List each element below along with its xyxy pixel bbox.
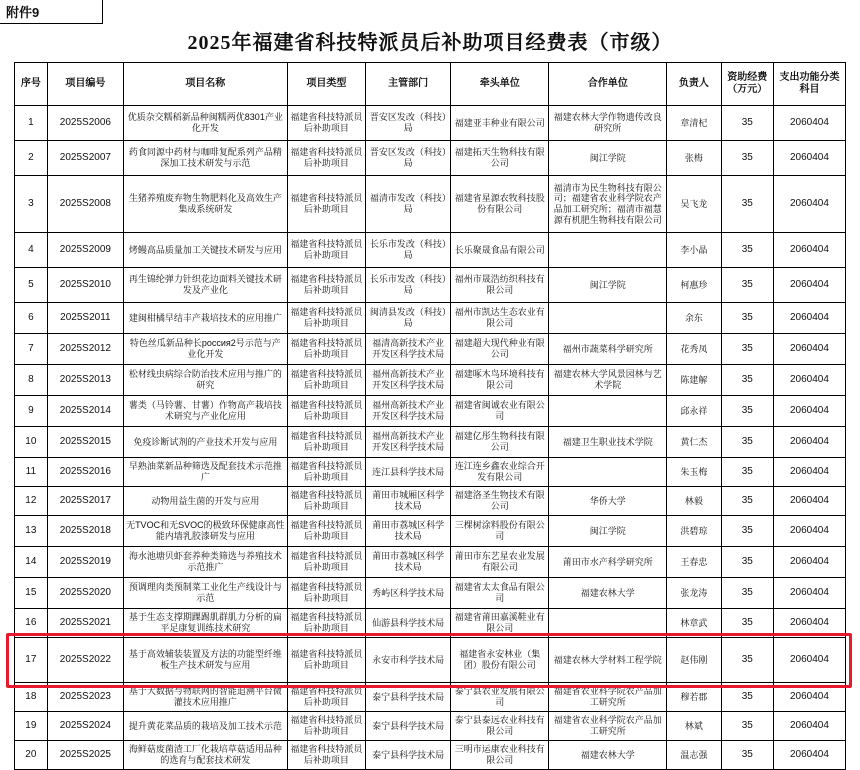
cell-person: 花秀凤	[667, 334, 722, 365]
cell-dept: 连江县科学技术局	[366, 458, 451, 487]
table-row	[15, 176, 846, 233]
cell-dept: 福清市发改（科技）局	[366, 176, 451, 233]
cell-person: 余东	[667, 303, 722, 334]
cell-name: 优质杂交糯稻新品种闽糯两优8301产业化开发	[124, 106, 288, 141]
cell-amount: 35	[721, 233, 773, 268]
cell-name: 再生锦纶弹力针织花边面料关键技术研发及产业化	[124, 268, 288, 303]
cell-name: 建闽柑橘早结丰产栽培技术的应用推广	[124, 303, 288, 334]
table-body	[15, 106, 846, 770]
col-header-lead: 牵头单位	[451, 63, 549, 106]
cell-person: 穆若郡	[667, 683, 722, 712]
cell-code: 2025S2016	[47, 458, 123, 487]
cell-code: 2025S2014	[47, 396, 123, 427]
cell-partner: 华侨大学	[549, 487, 667, 516]
cell-func: 2060404	[773, 578, 845, 609]
cell-dept: 福州高新技术产业开发区科学技术局	[366, 427, 451, 458]
cell-lead: 福建省莆田嘉溪鞋业有限公司	[451, 609, 549, 638]
table-row	[15, 334, 846, 365]
cell-partner: 闽江学院	[549, 141, 667, 176]
cell-type: 福建省科技特派员后补助项目	[287, 427, 366, 458]
cell-func: 2060404	[773, 334, 845, 365]
cell-lead: 福建亿彤生物科技有限公司	[451, 427, 549, 458]
cell-index: 6	[15, 303, 48, 334]
cell-index: 18	[15, 683, 48, 712]
cell-lead: 福建洛圣生物技术有限公司	[451, 487, 549, 516]
cell-type: 福建省科技特派员后补助项目	[287, 141, 366, 176]
cell-type: 福建省科技特派员后补助项目	[287, 268, 366, 303]
cell-func: 2060404	[773, 303, 845, 334]
cell-code: 2025S2020	[47, 578, 123, 609]
cell-code: 2025S2023	[47, 683, 123, 712]
table-row	[15, 578, 846, 609]
cell-func: 2060404	[773, 547, 845, 578]
cell-partner: 闽江学院	[549, 516, 667, 547]
cell-amount: 35	[721, 638, 773, 683]
cell-index: 12	[15, 487, 48, 516]
cell-name: 早熟油菜新品种筛选及配套技术示范推广	[124, 458, 288, 487]
cell-type: 福建省科技特派员后补助项目	[287, 547, 366, 578]
cell-func: 2060404	[773, 233, 845, 268]
cell-name: 特色丝瓜新品种长россия2号示范与产业化开发	[124, 334, 288, 365]
cell-code: 2025S2024	[47, 712, 123, 741]
cell-name: 基于大数据与物联网的智能追溯平台微灌技术应用推广	[124, 683, 288, 712]
cell-partner: 福建农林大学	[549, 578, 667, 609]
table-row	[15, 141, 846, 176]
cell-index: 7	[15, 334, 48, 365]
cell-code: 2025S2015	[47, 427, 123, 458]
cell-code: 2025S2012	[47, 334, 123, 365]
cell-code: 2025S2013	[47, 365, 123, 396]
cell-type: 福建省科技特派员后补助项目	[287, 638, 366, 683]
cell-dept: 莆田市荔城区科学技术局	[366, 516, 451, 547]
cell-partner: 福建农林大学作物遗传改良研究所	[549, 106, 667, 141]
cell-partner: 福建卫生职业技术学院	[549, 427, 667, 458]
cell-code: 2025S2021	[47, 609, 123, 638]
col-header-name: 项目名称	[124, 63, 288, 106]
cell-amount: 35	[721, 396, 773, 427]
cell-index: 10	[15, 427, 48, 458]
attachment-label: 附件9	[0, 0, 103, 24]
cell-partner	[549, 609, 667, 638]
cell-lead: 福建省太太食品有限公司	[451, 578, 549, 609]
cell-partner	[549, 458, 667, 487]
cell-person: 李小晶	[667, 233, 722, 268]
cell-amount: 35	[721, 487, 773, 516]
cell-person: 林章武	[667, 609, 722, 638]
cell-person: 林毅	[667, 487, 722, 516]
table-row	[15, 516, 846, 547]
cell-partner	[549, 233, 667, 268]
cell-name: 烤鳗高品质量加工关键技术研发与应用	[124, 233, 288, 268]
cell-dept: 仙游县科学技术局	[366, 609, 451, 638]
cell-type: 福建省科技特派员后补助项目	[287, 712, 366, 741]
cell-code: 2025S2010	[47, 268, 123, 303]
table-row	[15, 609, 846, 638]
cell-dept: 长乐市发改（科技）局	[366, 233, 451, 268]
col-header-code: 项目编号	[47, 63, 123, 106]
cell-partner: 福建农林大学材料工程学院	[549, 638, 667, 683]
cell-dept: 福清高新技术产业开发区科学技术局	[366, 334, 451, 365]
cell-code: 2025S2025	[47, 741, 123, 770]
cell-type: 福建省科技特派员后补助项目	[287, 458, 366, 487]
cell-partner: 福州市蔬菜科学研究所	[549, 334, 667, 365]
cell-type: 福建省科技特派员后补助项目	[287, 516, 366, 547]
table-row	[15, 365, 846, 396]
cell-lead: 福建省永安林业（集团）股份有限公司	[451, 638, 549, 683]
cell-person: 朱玉梅	[667, 458, 722, 487]
cell-lead: 福建省星源农牧科技股份有限公司	[451, 176, 549, 233]
cell-name: 药食同源中药材与咖啡复配系列产品精深加工技术研发与示范	[124, 141, 288, 176]
cell-name: 预调理肉类预制菜工业化生产线设计与示范	[124, 578, 288, 609]
cell-amount: 35	[721, 516, 773, 547]
cell-name: 生猪养殖废弃物生物肥料化及高效生产集成系统研发	[124, 176, 288, 233]
cell-amount: 35	[721, 141, 773, 176]
cell-amount: 35	[721, 303, 773, 334]
cell-func: 2060404	[773, 487, 845, 516]
cell-amount: 35	[721, 427, 773, 458]
cell-code: 2025S2006	[47, 106, 123, 141]
cell-amount: 35	[721, 458, 773, 487]
cell-index: 20	[15, 741, 48, 770]
cell-type: 福建省科技特派员后补助项目	[287, 578, 366, 609]
cell-code: 2025S2008	[47, 176, 123, 233]
cell-name: 提升黄花菜品质的栽培及加工技术示范	[124, 712, 288, 741]
cell-partner	[549, 396, 667, 427]
cell-person: 陈建解	[667, 365, 722, 396]
cell-func: 2060404	[773, 427, 845, 458]
cell-lead: 福建啄木鸟环境科技有限公司	[451, 365, 549, 396]
cell-index: 3	[15, 176, 48, 233]
cell-lead: 三棵树涂料股份有限公司	[451, 516, 549, 547]
cell-code: 2025S2022	[47, 638, 123, 683]
cell-dept: 泰宁县科学技术局	[366, 712, 451, 741]
table-row	[15, 106, 846, 141]
cell-index: 17	[15, 638, 48, 683]
cell-name: 无TVOC和无SVOC的极致环保健康高性能内墙乳胶漆研发与应用	[124, 516, 288, 547]
cell-code: 2025S2011	[47, 303, 123, 334]
col-header-partner: 合作单位	[549, 63, 667, 106]
cell-dept: 福州高新技术产业开发区科学技术局	[366, 365, 451, 396]
cell-index: 4	[15, 233, 48, 268]
cell-amount: 35	[721, 609, 773, 638]
cell-func: 2060404	[773, 365, 845, 396]
cell-person: 温志强	[667, 741, 722, 770]
cell-code: 2025S2017	[47, 487, 123, 516]
cell-code: 2025S2019	[47, 547, 123, 578]
cell-dept: 永安市科学技术局	[366, 638, 451, 683]
cell-amount: 35	[721, 683, 773, 712]
cell-index: 13	[15, 516, 48, 547]
cell-type: 福建省科技特派员后补助项目	[287, 176, 366, 233]
cell-amount: 35	[721, 547, 773, 578]
cell-func: 2060404	[773, 141, 845, 176]
table-row	[15, 638, 846, 683]
cell-type: 福建省科技特派员后补助项目	[287, 365, 366, 396]
cell-lead: 长乐聚晟食品有限公司	[451, 233, 549, 268]
cell-lead: 福建超大现代种业有限公司	[451, 334, 549, 365]
cell-name: 海鲜菇废菌渣工厂化栽培草菇适用品种的选育与配套技术研发	[124, 741, 288, 770]
cell-dept: 晋安区发改（科技）局	[366, 106, 451, 141]
cell-person: 赵伟刚	[667, 638, 722, 683]
table-row	[15, 233, 846, 268]
cell-person: 邱永祥	[667, 396, 722, 427]
cell-code: 2025S2009	[47, 233, 123, 268]
cell-type: 福建省科技特派员后补助项目	[287, 303, 366, 334]
cell-lead: 莆田市东艺星农业发展有限公司	[451, 547, 549, 578]
cell-lead: 福建省闽诚农业有限公司	[451, 396, 549, 427]
cell-lead: 泰宁县农业发展有限公司	[451, 683, 549, 712]
cell-func: 2060404	[773, 268, 845, 303]
table-header-row	[15, 63, 846, 106]
cell-func: 2060404	[773, 396, 845, 427]
cell-type: 福建省科技特派员后补助项目	[287, 683, 366, 712]
col-header-type: 项目类型	[287, 63, 366, 106]
cell-dept: 福州高新技术产业开发区科学技术局	[366, 396, 451, 427]
cell-person: 林斌	[667, 712, 722, 741]
cell-lead: 连江连乡鑫农业综合开发有限公司	[451, 458, 549, 487]
cell-lead: 三明市运康农业科技有限公司	[451, 741, 549, 770]
cell-dept: 秀屿区科学技术局	[366, 578, 451, 609]
cell-index: 1	[15, 106, 48, 141]
cell-amount: 35	[721, 176, 773, 233]
cell-person: 张梅	[667, 141, 722, 176]
page-title: 2025年福建省科技特派员后补助项目经费表（市级）	[187, 32, 673, 54]
cell-name: 动物用益生菌的开发与应用	[124, 487, 288, 516]
cell-partner: 莆田市水产科学研究所	[549, 547, 667, 578]
cell-person: 柯惠珍	[667, 268, 722, 303]
cell-dept: 晋安区发改（科技）局	[366, 141, 451, 176]
cell-lead: 福州市凯达生态农业有限公司	[451, 303, 549, 334]
cell-dept: 闽清县发改（科技）局	[366, 303, 451, 334]
col-header-person: 负责人	[667, 63, 722, 106]
cell-amount: 35	[721, 365, 773, 396]
cell-name: 海水池塘贝虾套养种类筛选与养殖技术示范推广	[124, 547, 288, 578]
cell-dept: 莆田市城厢区科学技术局	[366, 487, 451, 516]
table-row	[15, 547, 846, 578]
cell-lead: 福州市晟浩纺织科技有限公司	[451, 268, 549, 303]
col-header-dept: 主管部门	[366, 63, 451, 106]
cell-func: 2060404	[773, 516, 845, 547]
cell-type: 福建省科技特派员后补助项目	[287, 106, 366, 141]
cell-partner: 福清市为民生物科技有限公司；福建省农业科学院农产品加工研究所；福清市福慧源有机肥生物科技有限公司	[549, 176, 667, 233]
cell-func: 2060404	[773, 176, 845, 233]
cell-partner: 福建省农业科学院农产品加工研究所	[549, 712, 667, 741]
cell-person: 章清杞	[667, 106, 722, 141]
table-row	[15, 487, 846, 516]
cell-partner: 闽江学院	[549, 268, 667, 303]
cell-type: 福建省科技特派员后补助项目	[287, 396, 366, 427]
cell-partner	[549, 303, 667, 334]
cell-index: 16	[15, 609, 48, 638]
cell-lead: 泰宁县泰远农业科技有限公司	[451, 712, 549, 741]
cell-amount: 35	[721, 334, 773, 365]
col-header-func: 支出功能分类科目	[773, 63, 845, 106]
cell-amount: 35	[721, 741, 773, 770]
cell-dept: 泰宁县科学技术局	[366, 741, 451, 770]
cell-func: 2060404	[773, 683, 845, 712]
cell-type: 福建省科技特派员后补助项目	[287, 609, 366, 638]
cell-person: 吴飞龙	[667, 176, 722, 233]
cell-amount: 35	[721, 712, 773, 741]
cell-index: 2	[15, 141, 48, 176]
cell-index: 9	[15, 396, 48, 427]
cell-amount: 35	[721, 106, 773, 141]
table-row	[15, 741, 846, 770]
cell-func: 2060404	[773, 741, 845, 770]
cell-dept: 莆田市荔城区科学技术局	[366, 547, 451, 578]
cell-func: 2060404	[773, 712, 845, 741]
cell-index: 19	[15, 712, 48, 741]
cell-code: 2025S2007	[47, 141, 123, 176]
cell-lead: 福建拓天生物科技有限公司	[451, 141, 549, 176]
cell-dept: 泰宁县科学技术局	[366, 683, 451, 712]
cell-type: 福建省科技特派员后补助项目	[287, 487, 366, 516]
funding-table	[14, 62, 846, 770]
cell-lead: 福建亚丰种业有限公司	[451, 106, 549, 141]
cell-code: 2025S2018	[47, 516, 123, 547]
cell-type: 福建省科技特派员后补助项目	[287, 741, 366, 770]
cell-index: 11	[15, 458, 48, 487]
cell-name: 基于高效辅装装置及方法的功能型纤维板生产技术研发与应用	[124, 638, 288, 683]
cell-person: 王春忠	[667, 547, 722, 578]
cell-partner: 福建省农业科学院农产品加工研究所	[549, 683, 667, 712]
cell-partner: 福建农林大学	[549, 741, 667, 770]
cell-amount: 35	[721, 578, 773, 609]
table-row	[15, 427, 846, 458]
cell-amount: 35	[721, 268, 773, 303]
cell-dept: 长乐市发改（科技）局	[366, 268, 451, 303]
cell-name: 松材线虫病综合防治技术应用与推广的研究	[124, 365, 288, 396]
cell-type: 福建省科技特派员后补助项目	[287, 334, 366, 365]
cell-person: 黄仁杰	[667, 427, 722, 458]
cell-type: 福建省科技特派员后补助项目	[287, 233, 366, 268]
cell-index: 8	[15, 365, 48, 396]
table-row	[15, 396, 846, 427]
table-row	[15, 712, 846, 741]
table-row	[15, 683, 846, 712]
cell-partner: 福建农林大学风景园林与艺术学院	[549, 365, 667, 396]
cell-person: 洪碧琼	[667, 516, 722, 547]
table-row	[15, 268, 846, 303]
cell-func: 2060404	[773, 609, 845, 638]
cell-name: 薯类（马铃薯、甘薯）作物高产栽培技术研究与产业化应用	[124, 396, 288, 427]
col-header-index: 序号	[15, 63, 48, 106]
table-row	[15, 458, 846, 487]
table-row	[15, 303, 846, 334]
cell-index: 15	[15, 578, 48, 609]
cell-func: 2060404	[773, 458, 845, 487]
cell-name: 免疫诊断试剂的产业技术开发与应用	[124, 427, 288, 458]
cell-name: 基于生态支撑期踝踢肌群肌力分析的扁平足康复训练技术研究	[124, 609, 288, 638]
col-header-amount: 资助经费（万元）	[721, 63, 773, 106]
cell-index: 5	[15, 268, 48, 303]
cell-person: 张龙涛	[667, 578, 722, 609]
cell-func: 2060404	[773, 638, 845, 683]
cell-func: 2060404	[773, 106, 845, 141]
cell-index: 14	[15, 547, 48, 578]
